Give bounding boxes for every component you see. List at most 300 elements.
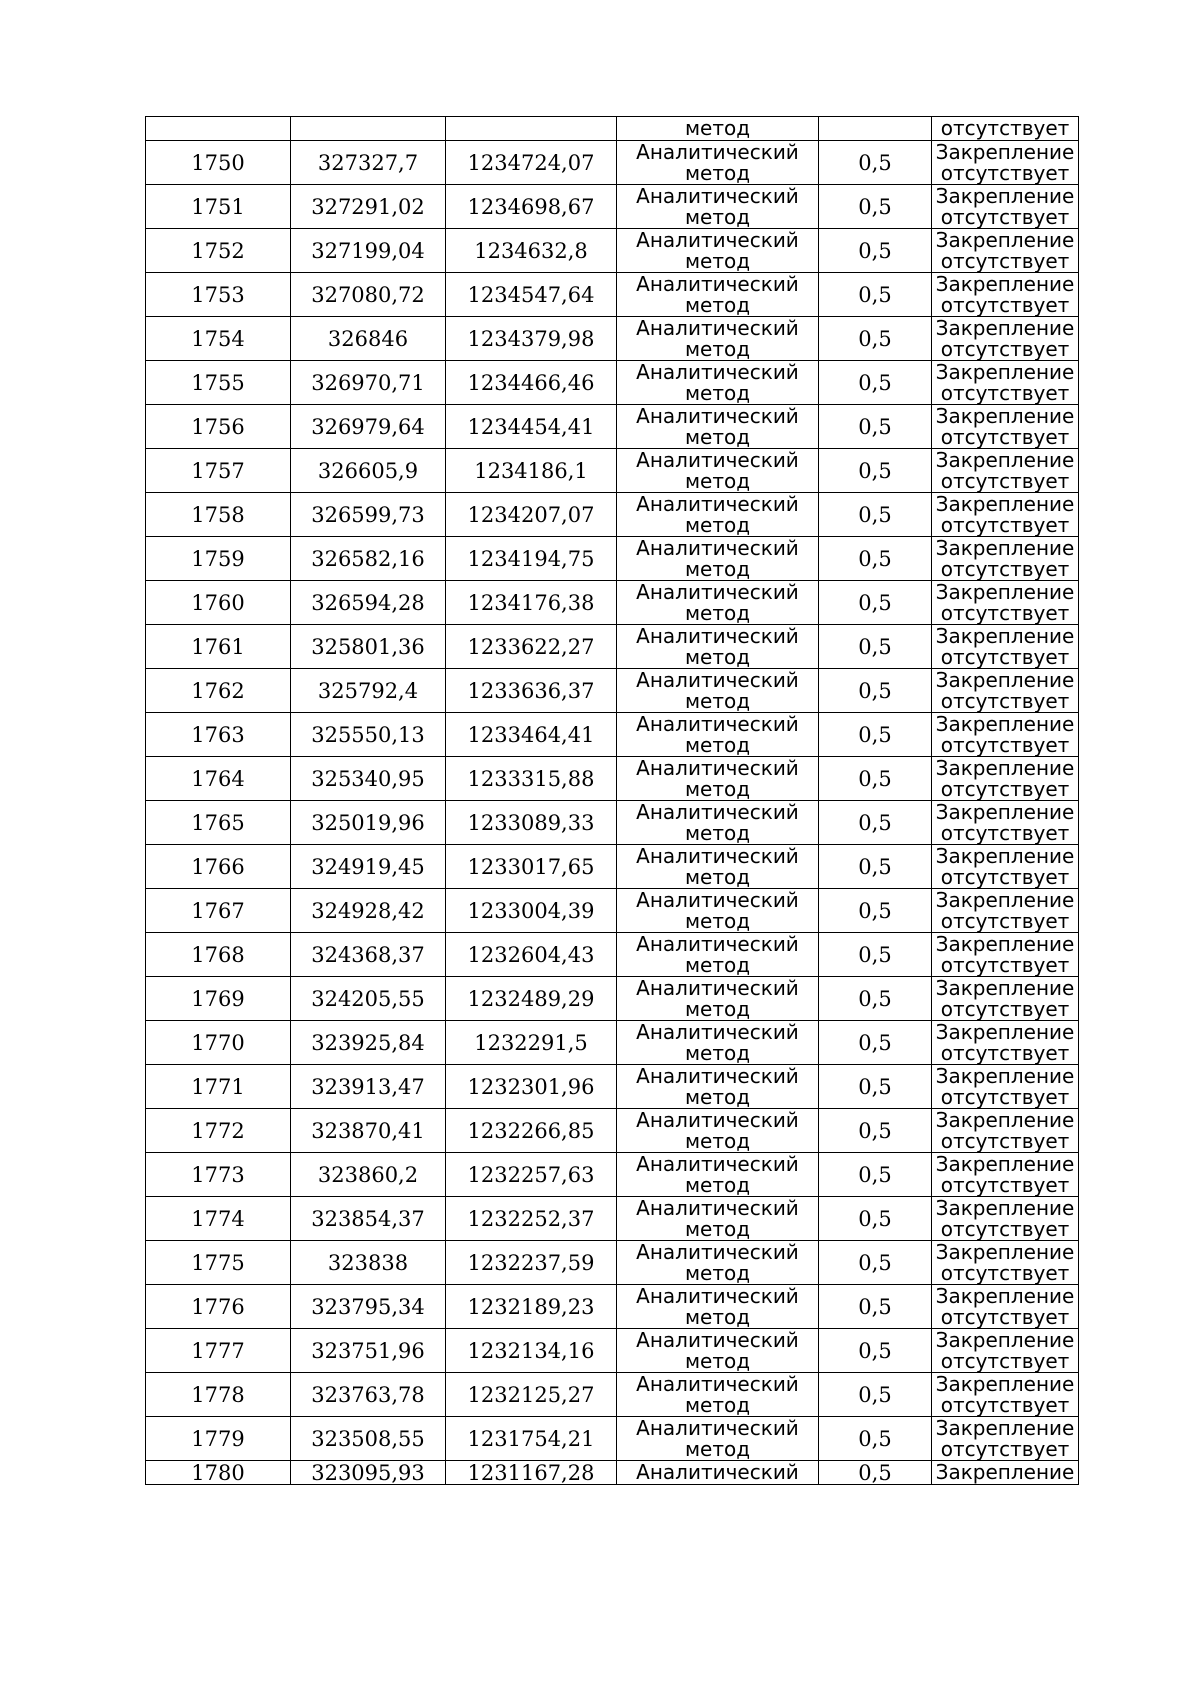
cell-method [617,1285,819,1329]
table-row [146,801,1079,845]
cell-method-line: метод [684,1172,751,1197]
cell-method-line: метод [684,1304,751,1329]
cell-accuracy: 0,5 [819,537,932,581]
cell-fixation-line: Закрепление [935,932,1075,956]
cell-fixation [932,1461,1079,1485]
cell-accuracy: 0,5 [819,669,932,713]
cell-y: 1232489,29 [446,977,617,1021]
cell-point-number: 1778 [146,1373,291,1417]
cell-method-line: метод [684,864,751,889]
coordinates-table [145,116,1079,1485]
cell-accuracy: 0,5 [819,1241,932,1285]
cell-method-line: Аналитический [636,1108,799,1132]
cell-fixation [932,581,1079,625]
cell-point-number: 1759 [146,537,291,581]
cell-method-line: Аналитический [636,1020,799,1044]
cell-x: 327327,7 [291,141,446,185]
cell-fixation-line: отсутствует [940,776,1070,801]
cell-accuracy: 0,5 [819,1461,932,1485]
cell-method [617,1329,819,1373]
cell-point-number: 1757 [146,449,291,493]
cell-fixation-line: Закрепление [935,1416,1075,1440]
cell-point-number: 1755 [146,361,291,405]
cell-method [617,141,819,185]
table-row [146,229,1079,273]
cell-method [617,1065,819,1109]
cell-method [617,1197,819,1241]
cell-y: 1233017,65 [446,845,617,889]
cell-fixation [932,757,1079,801]
cell-y: 1234194,75 [446,537,617,581]
cell-method-line: Аналитический [636,228,799,252]
cell-fixation [932,317,1079,361]
cell-x: 323870,41 [291,1109,446,1153]
cell-fixation-line: Закрепление [935,712,1075,736]
cell-accuracy: 0,5 [819,801,932,845]
cell-x: 323095,93 [291,1461,446,1485]
cell-fixation-line: Закрепление [935,1064,1075,1088]
cell-method-line: Аналитический [636,1152,799,1176]
cell-method-line: Аналитический [636,1416,799,1440]
cell-method-line: метод [684,776,751,801]
cell-fixation-line: Закрепление [935,1108,1075,1132]
table-row [146,317,1079,361]
cell-method [617,1461,819,1485]
cell-fixation-line: Закрепление [935,1240,1075,1264]
cell-method-line: метод [684,468,751,493]
cell-method [617,361,819,405]
cell-fixation-line: Закрепление [935,1460,1075,1484]
cell-fixation [932,141,1079,185]
cell-x: 326582,16 [291,537,446,581]
cell-x: 326605,9 [291,449,446,493]
cell-accuracy: 0,5 [819,1065,932,1109]
cell-x: 324205,55 [291,977,446,1021]
cell-fixation-line: Закрепление [935,1328,1075,1352]
cell-method-line: Аналитический [636,712,799,736]
cell-fixation-line: отсутствует [940,336,1070,361]
cell-fixation-line: отсутствует [940,1128,1070,1153]
cell-fixation-line: Закрепление [935,1020,1075,1044]
cell-fixation-line: отсутствует [940,644,1070,669]
cell-fixation [932,1241,1079,1285]
cell-method-line: Аналитический [636,844,799,868]
cell-fixation [932,405,1079,449]
cell-y: 1234186,1 [446,449,617,493]
cell-method-line: Аналитический [636,1284,799,1308]
cell-y: 1233004,39 [446,889,617,933]
cell-fixation-line: отсутствует [940,380,1070,405]
cell-method-line: метод [684,1040,751,1065]
cell-point-number: 1773 [146,1153,291,1197]
cell-accuracy: 0,5 [819,713,932,757]
cell-fixation-line: отсутствует [940,1348,1070,1373]
cell-fixation [932,669,1079,713]
table-row [146,1417,1079,1461]
cell-x: 327199,04 [291,229,446,273]
cell-method [617,1417,819,1461]
cell-accuracy: 0,5 [819,141,932,185]
table-row [146,845,1079,889]
cell-point-number: 1761 [146,625,291,669]
cell-point-number: 1754 [146,317,291,361]
cell-point-number: 1767 [146,889,291,933]
cell-accuracy: 0,5 [819,185,932,229]
cell-method-line: метод [684,996,751,1021]
cell-point-number: 1780 [146,1461,291,1485]
cell-method-line: Аналитический [636,888,799,912]
cell-method [617,1241,819,1285]
cell-x: 323508,55 [291,1417,446,1461]
cell-method [617,1021,819,1065]
cell-x: 325019,96 [291,801,446,845]
table-row [146,1285,1079,1329]
cell-accuracy: 0,5 [819,317,932,361]
cell-x: 325792,4 [291,669,446,713]
cell-fixation [932,1197,1079,1241]
cell-method-line: Аналитический [636,140,799,164]
cell-fixation-line: отсутствует [940,204,1070,229]
cell-fixation-line: Закрепление [935,140,1075,164]
cell-y: 1234207,07 [446,493,617,537]
cell-x: 325801,36 [291,625,446,669]
cell-y: 1233622,27 [446,625,617,669]
cell-method-line: метод [684,160,751,185]
cell-method [617,933,819,977]
cell-y: 1231754,21 [446,1417,617,1461]
cell-method-line: Аналитический [636,448,799,472]
cell-accuracy: 0,5 [819,581,932,625]
cell-y: 1233636,37 [446,669,617,713]
cell-y: 1232291,5 [446,1021,617,1065]
cell-fixation-line: отсутствует [940,1304,1070,1329]
cell-point-number: 1768 [146,933,291,977]
cell-fixation-line: Закрепление [935,184,1075,208]
cell-method-line: Аналитический [636,316,799,340]
cell-accuracy: 0,5 [819,1373,932,1417]
cell-x [291,117,446,141]
cell-fixation [932,229,1079,273]
cell-method [617,1153,819,1197]
table-row [146,273,1079,317]
cell-fixation [932,537,1079,581]
cell-point-number: 1752 [146,229,291,273]
cell-point-number: 1770 [146,1021,291,1065]
cell-x: 325340,95 [291,757,446,801]
table-row [146,1197,1079,1241]
cell-fixation [932,1285,1079,1329]
table-row [146,1373,1079,1417]
table-row [146,1329,1079,1373]
cell-method-line: Аналитический [636,1064,799,1088]
cell-method-line: Аналитический [636,1328,799,1352]
cell-accuracy: 0,5 [819,1329,932,1373]
table-row [146,1461,1079,1485]
cell-point-number: 1758 [146,493,291,537]
cell-accuracy: 0,5 [819,1285,932,1329]
cell-accuracy: 0,5 [819,1109,932,1153]
cell-x: 323751,96 [291,1329,446,1373]
table-row [146,1065,1079,1109]
cell-y: 1234547,64 [446,273,617,317]
cell-fixation-line: отсутствует [940,292,1070,317]
cell-fixation [932,1109,1079,1153]
cell-fixation-line: отсутствует [940,512,1070,537]
cell-fixation-line: отсутствует [940,1436,1070,1461]
cell-method [617,801,819,845]
cell-accuracy: 0,5 [819,405,932,449]
cell-point-number: 1760 [146,581,291,625]
cell-fixation [932,801,1079,845]
cell-method-line: Аналитический [636,536,799,560]
cell-y: 1233089,33 [446,801,617,845]
cell-y: 1232301,96 [446,1065,617,1109]
cell-point-number: 1764 [146,757,291,801]
table-row [146,405,1079,449]
cell-y: 1232134,16 [446,1329,617,1373]
cell-method-line: метод [684,204,751,229]
cell-method-line: метод [684,380,751,405]
cell-accuracy: 0,5 [819,361,932,405]
cell-fixation [932,449,1079,493]
cell-fixation-line: Закрепление [935,448,1075,472]
cell-y: 1234698,67 [446,185,617,229]
continuation-row [146,117,1079,141]
cell-method-line: метод [684,732,751,757]
cell-fixation [932,713,1079,757]
cell-point-number: 1765 [146,801,291,845]
cell-method [617,273,819,317]
cell-fixation-line: отсутствует [940,1172,1070,1197]
table-row [146,493,1079,537]
cell-point-number: 1774 [146,1197,291,1241]
cell-fixation-line: Закрепление [935,1284,1075,1308]
table-row [146,1153,1079,1197]
cell-method [617,713,819,757]
table-body [146,117,1079,1485]
cell-method-line: метод [684,1128,751,1153]
cell-fixation [932,1373,1079,1417]
cell-fixation [932,1329,1079,1373]
cell-accuracy: 0,5 [819,889,932,933]
cell-fixation-line: Закрепление [935,1372,1075,1396]
cell-method-line: метод [684,424,751,449]
cell-point-number: 1779 [146,1417,291,1461]
cell-method-line: Аналитический [636,580,799,604]
cell-y: 1231167,28 [446,1461,617,1485]
cell-method-line: метод [684,512,751,537]
cell-fixation [932,933,1079,977]
table-row [146,713,1079,757]
cell-accuracy: 0,5 [819,229,932,273]
cell-fixation-line: Закрепление [935,360,1075,384]
cell-method [617,1109,819,1153]
table-row [146,537,1079,581]
cell-fixation [932,845,1079,889]
table-row [146,977,1079,1021]
cell-fixation-line: отсутствует [940,1260,1070,1285]
cell-method-line: метод [684,1436,751,1461]
cell-point-number: 1769 [146,977,291,1021]
cell-x: 323860,2 [291,1153,446,1197]
cell-point-number: 1775 [146,1241,291,1285]
cell-y: 1233464,41 [446,713,617,757]
cell-y: 1232237,59 [446,1241,617,1285]
table-row [146,1109,1079,1153]
cell-fixation-line: Закрепление [935,272,1075,296]
cell-x: 324919,45 [291,845,446,889]
cell-method-line: Аналитический [636,756,799,780]
cell-method-line: метод [684,600,751,625]
cell-x: 326594,28 [291,581,446,625]
cell-method-line: Аналитический [636,1196,799,1220]
cell-x: 327080,72 [291,273,446,317]
cell-point-number: 1756 [146,405,291,449]
cell-fixation [932,493,1079,537]
cell-method [617,317,819,361]
table-row [146,361,1079,405]
cell-fixation [932,625,1079,669]
table-row [146,889,1079,933]
cell-method-line: Аналитический [636,492,799,516]
cell-x: 323913,47 [291,1065,446,1109]
cell-method-line: Аналитический [636,1372,799,1396]
cell-fixation-line: отсутствует [940,732,1070,757]
cell-x: 325550,13 [291,713,446,757]
cell-accuracy: 0,5 [819,1417,932,1461]
cell-x: 323925,84 [291,1021,446,1065]
cell-method-line: Аналитический [636,360,799,384]
cell-x: 323763,78 [291,1373,446,1417]
cell-method-line: метод [684,952,751,977]
cell-fixation-line: Закрепление [935,756,1075,780]
cell-accuracy: 0,5 [819,625,932,669]
cell-method [617,669,819,713]
cell-x: 326599,73 [291,493,446,537]
cell-method-line: Аналитический [636,976,799,1000]
cell-method-line: метод [684,556,751,581]
cell-fixation [932,889,1079,933]
cell-method-line: метод [684,1260,751,1285]
cell-y: 1232252,37 [446,1197,617,1241]
cell-method [617,449,819,493]
cell-fixation [932,1065,1079,1109]
cell-y: 1232604,43 [446,933,617,977]
cell-fixation-line: Закрепление [935,492,1075,516]
cell-accuracy: 0,5 [819,757,932,801]
table-row [146,581,1079,625]
table-row [146,669,1079,713]
cell-method-line: метод [684,1084,751,1109]
cell-accuracy: 0,5 [819,273,932,317]
cell-accuracy: 0,5 [819,1197,932,1241]
cell-method [617,185,819,229]
cell-method-line: метод [684,688,751,713]
cell-fixation-line: Закрепление [935,228,1075,252]
cell-fixation-line: Закрепление [935,1196,1075,1220]
cell-method [617,581,819,625]
cell-fixation-line: Закрепление [935,800,1075,824]
table-row [146,933,1079,977]
cell-method [617,229,819,273]
cell-y: 1232189,23 [446,1285,617,1329]
cell-fixation-line: Закрепление [935,888,1075,912]
cell-fixation [932,1153,1079,1197]
cell-fixation-line: Закрепление [935,976,1075,1000]
cell-x: 323854,37 [291,1197,446,1241]
cell-method [617,493,819,537]
table-row [146,625,1079,669]
cell-method-line: метод [684,248,751,273]
cell-x: 326846 [291,317,446,361]
cell-point-number: 1751 [146,185,291,229]
cell-method-line: метод [684,1392,751,1417]
cell-y: 1233315,88 [446,757,617,801]
cell-y: 1232257,63 [446,1153,617,1197]
cell-y: 1232125,27 [446,1373,617,1417]
cell-fixation-line: Закрепление [935,668,1075,692]
cell-x: 323795,34 [291,1285,446,1329]
cell-y: 1234724,07 [446,141,617,185]
cell-method [617,977,819,1021]
table-row [146,1241,1079,1285]
cell-method [617,625,819,669]
cell-method-line: Аналитический [636,184,799,208]
cell-fixation-line: Закрепление [935,1152,1075,1176]
cell-fixation-line: Закрепление [935,580,1075,604]
cell-fixation-line: отсутствует [940,996,1070,1021]
cell-x: 323838 [291,1241,446,1285]
cell-y: 1234176,38 [446,581,617,625]
cell-fixation-line: отсутствует [940,468,1070,493]
cell-fixation-line: отсутствует [940,600,1070,625]
cell-method-line: Аналитический [636,668,799,692]
cell-method [617,757,819,801]
cell-fixation-line: Закрепление [935,316,1075,340]
cell-x: 326979,64 [291,405,446,449]
cell-fixation-line: Закрепление [935,844,1075,868]
cell-y: 1234454,41 [446,405,617,449]
cell-method [617,405,819,449]
cell-fixation-line: отсутствует [940,864,1070,889]
cell-method: метод [617,117,819,141]
cell-method-line: метод [684,644,751,669]
cell-fixation-line: Закрепление [935,624,1075,648]
cell-fixation-line: отсутствует [940,820,1070,845]
cell-point-number: 1766 [146,845,291,889]
cell-point-number: 1753 [146,273,291,317]
cell-y: 1234466,46 [446,361,617,405]
cell-accuracy: 0,5 [819,1021,932,1065]
cell-method-line: метод [684,1348,751,1373]
cell-y: 1234379,98 [446,317,617,361]
cell-x: 327291,02 [291,185,446,229]
cell-method [617,889,819,933]
cell-fixation-line: отсутствует [940,556,1070,581]
cell-point-number: 1771 [146,1065,291,1109]
cell-fixation-line: отсутствует [940,160,1070,185]
cell-fixation [932,977,1079,1021]
cell-method-line: метод [684,292,751,317]
cell-point-number: 1762 [146,669,291,713]
cell-accuracy: 0,5 [819,933,932,977]
cell-method [617,1373,819,1417]
table-row [146,449,1079,493]
cell-fixation-line: Закрепление [935,536,1075,560]
cell-fixation [932,361,1079,405]
cell-accuracy [819,117,932,141]
table-row [146,141,1079,185]
